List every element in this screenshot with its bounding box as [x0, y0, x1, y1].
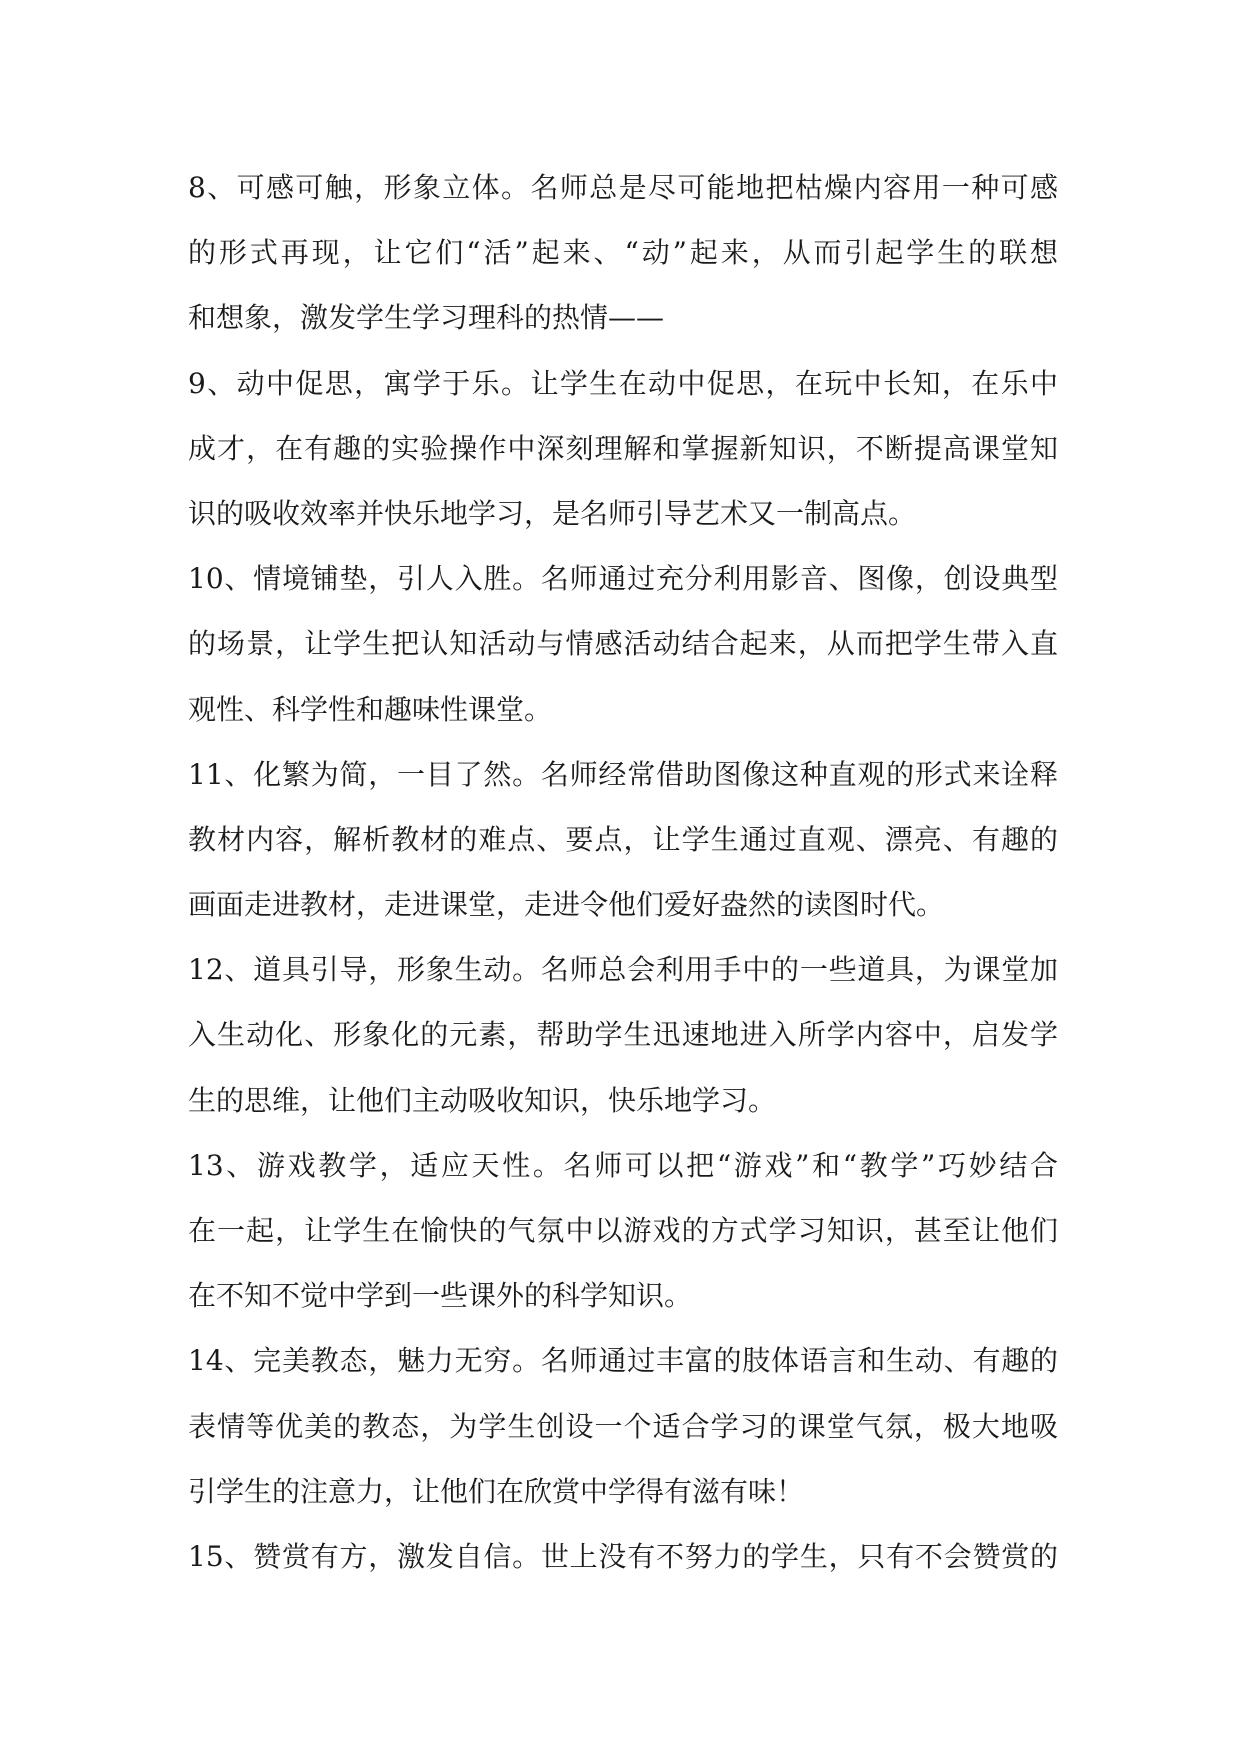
text-line-13: 12、道具引导，形象生动。名师总会利用手中的一些道具，为课堂加: [188, 953, 1058, 987]
text-line-5: 成才，在有趣的实验操作中深刻理解和掌握新知识，不断提高课堂知: [188, 431, 1058, 465]
text-line-15: 生的思维，让他们主动吸收知识，快乐地学习。: [188, 1083, 777, 1117]
text-line-4: 9、动中促思，寓学于乐。让学生在动中促思，在玩中长知，在乐中: [188, 366, 1058, 400]
text-line-20: 表情等优美的教态，为学生创设一个适合学习的课堂气氛，极大地吸: [188, 1409, 1058, 1443]
text-line-22: 15、赞赏有方，激发自信。世上没有不努力的学生，只有不会赞赏的: [188, 1539, 1058, 1573]
text-line-16: 13、游戏教学，适应天性。名师可以把“游戏”和“教学”巧妙结合: [188, 1148, 1058, 1182]
text-line-14: 入生动化、形象化的元素，帮助学生迅速地进入所学内容中，启发学: [188, 1018, 1058, 1052]
text-line-19: 14、完美教态，魅力无穷。名师通过丰富的肢体语言和生动、有趣的: [188, 1344, 1058, 1378]
text-line-18: 在不知不觉中学到一些课外的科学知识。: [188, 1279, 693, 1313]
text-line-11: 教材内容，解析教材的难点、要点，让学生通过直观、漂亮、有趣的: [188, 822, 1058, 856]
text-line-21: 引学生的注意力，让他们在欣赏中学得有滋有味！: [188, 1474, 805, 1508]
text-line-17: 在一起，让学生在愉快的气氛中以游戏的方式学习知识，甚至让他们: [188, 1214, 1058, 1247]
text-line-2: 的形式再现，让它们“活”起来、“动”起来，从而引起学生的联想: [188, 236, 1058, 270]
text-line-1: 8、可感可触，形象立体。名师总是尽可能地把枯燥内容用一种可感: [188, 171, 1058, 204]
text-line-9: 观性、科学性和趣味性课堂。: [188, 692, 553, 726]
body-text: [188, 155, 1058, 1589]
text-line-6: 识的吸收效率并快乐地学习，是名师引导艺术又一制高点。: [188, 496, 917, 530]
text-line-3: 和想象，激发学生学习理科的热情——: [188, 301, 665, 335]
text-line-10: 11、化繁为简，一目了然。名师经常借助图像这种直观的形式来诠释: [188, 757, 1058, 791]
text-line-8: 的场景，让学生把认知活动与情感活动结合起来，从而把学生带入直: [188, 627, 1058, 661]
text-line-12: 画面走进教材，走进课堂，走进令他们爱好盎然的读图时代。: [188, 888, 945, 922]
text-line-7: 10、情境铺垫，引人入胜。名师通过充分利用影音、图像，创设典型: [188, 562, 1058, 596]
